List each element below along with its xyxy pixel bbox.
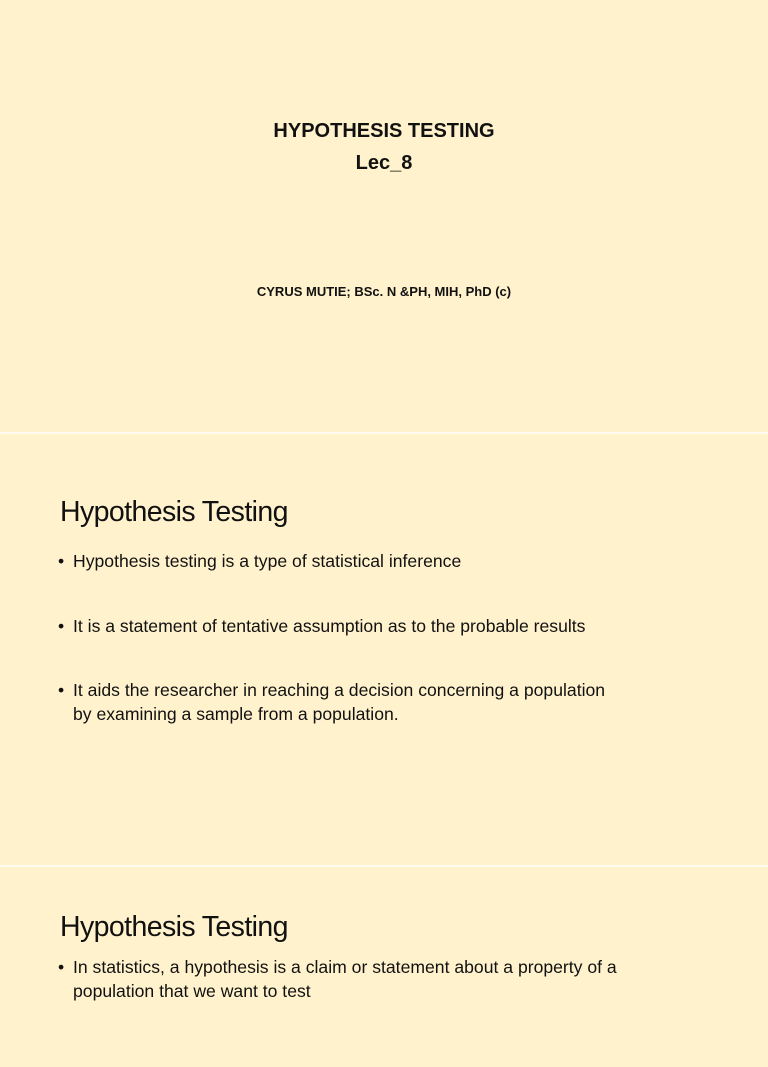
bullet-line: by examining a sample from a population.: [73, 704, 399, 724]
bullet-item: • Hypothesis testing is a type of statistical inference: [58, 549, 605, 573]
bullet-list: [58, 549, 605, 726]
bullet-item: • It is a statement of tentative assumption as to the probable results: [58, 614, 605, 638]
slide-hypothesis-testing-1: [0, 434, 768, 865]
author-credit: CYRUS MUTIE; BSc. N &PH, MIH, PhD (c): [256, 284, 512, 299]
bullet-list: [58, 955, 617, 1003]
bullet-line: In statistics, a hypothesis is a claim or statement about a property of a: [73, 957, 617, 977]
bullet-item: [58, 955, 617, 1003]
bullet-line: population that we want to test: [73, 981, 311, 1001]
slide-heading: Hypothesis Testing: [60, 496, 288, 528]
slide-heading: Hypothesis Testing: [60, 911, 288, 943]
presentation-title: HYPOTHESIS TESTING: [273, 120, 495, 142]
bullet-line: It aids the researcher in reaching a decision concerning a population: [73, 680, 606, 700]
bullet-item: [58, 678, 605, 726]
slide-hypothesis-testing-2: [0, 867, 768, 1067]
lecture-number: Lec_8: [355, 152, 413, 174]
title-slide: [0, 0, 768, 432]
